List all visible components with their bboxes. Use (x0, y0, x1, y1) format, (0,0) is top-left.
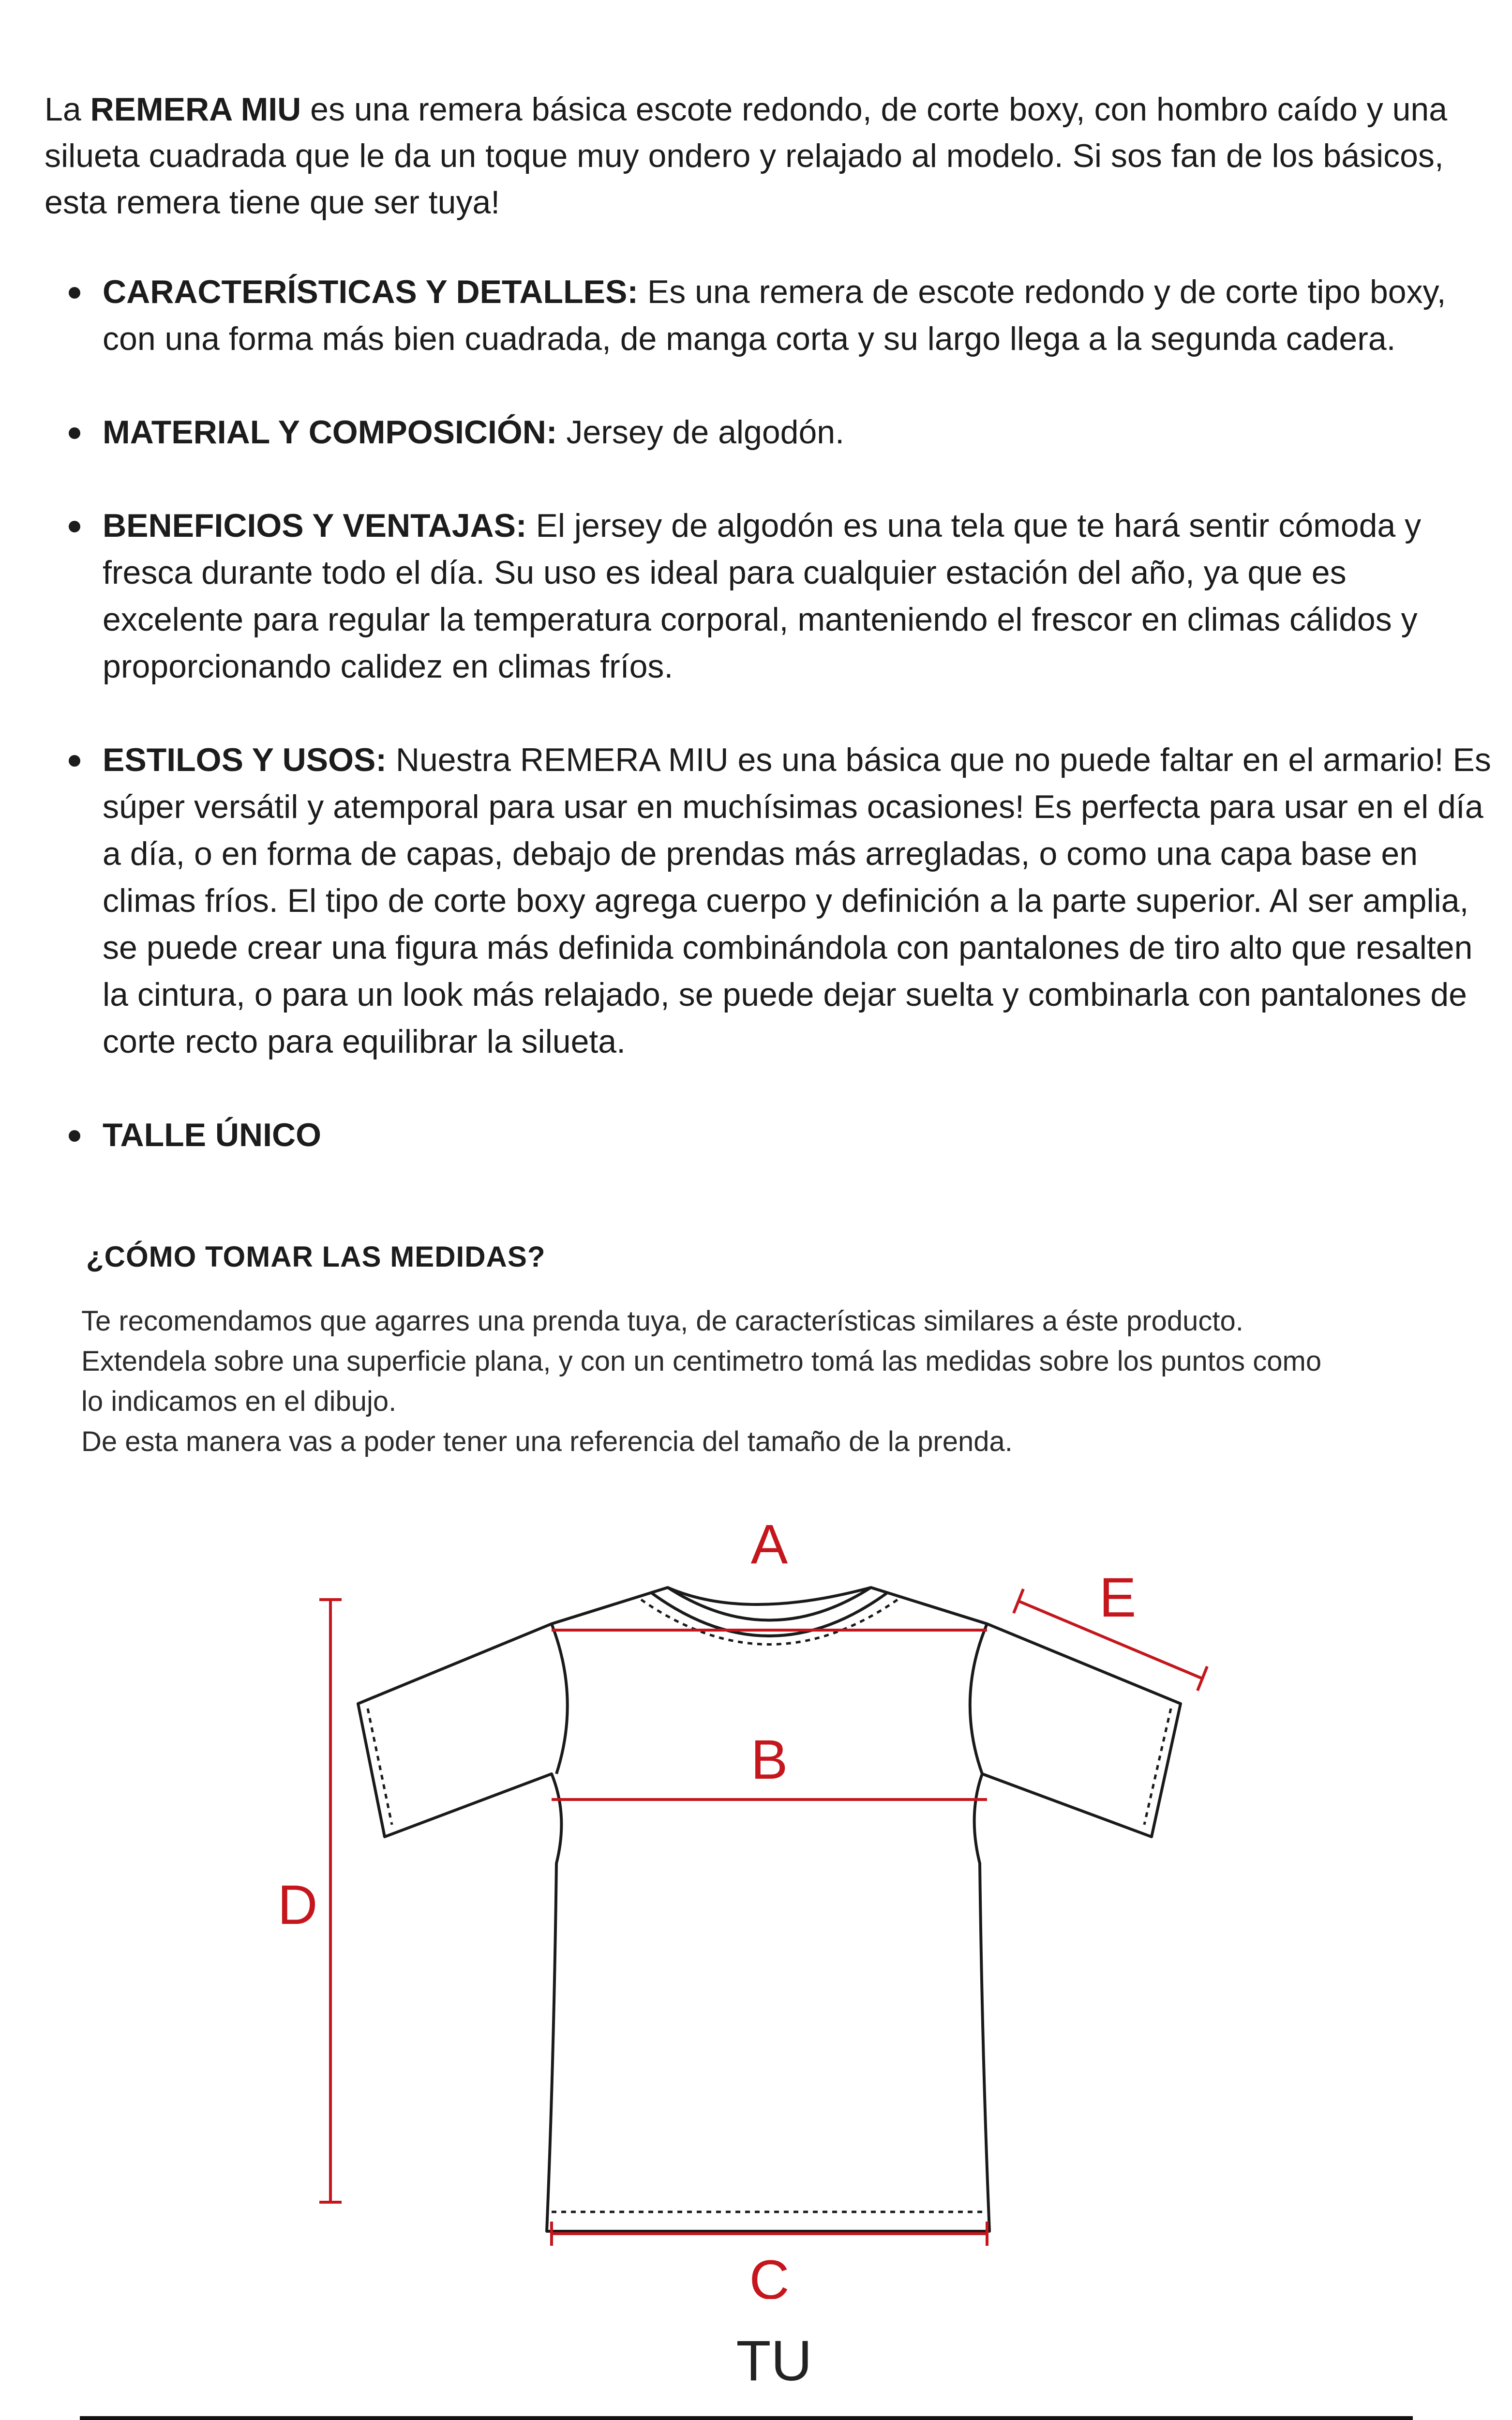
intro-paragraph: La REMERA MIU es una remera básica escote redondo, de corte boxy, con hombro caído y una silueta cuadrada que le da un toque muy ondero y relajado al modelo. Si sos fan de los básicos, esta remera tiene que ser tuya! (45, 91, 1448, 221)
label-b: B (750, 1729, 788, 1791)
how-to-line: De esta manera vas a poder tener una referencia del tamaño de la prenda. (81, 1426, 1013, 1457)
how-to-line: Te recomendamos que agarres una prenda tuya, de características similares a éste producto. (81, 1305, 1243, 1337)
label-a: A (750, 1513, 788, 1575)
feature-item (45, 502, 1491, 690)
feature-item (45, 1112, 1491, 1159)
feature-title: ESTILOS Y USOS: (103, 741, 387, 778)
feature-title: BENEFICIOS Y VENTAJAS: (103, 507, 527, 544)
label-d: D (277, 1874, 318, 1936)
feature-text: Nuestra REMERA MIU es una básica que no puede faltar en el armario! Es súper versátil y atemporal para usar en muchísimas ocasiones! Es perfecta para usar en el día a día, o en forma de capas, debajo de prendas más arregladas, o como una capa base en climas fríos. El tipo de corte boxy agrega cuerpo y definición a la parte superior. Al ser amplia, se puede crear una figura más definida combinándola con pantalones de tiro alto que resalten la cintura, o para un look más relajado, se puede dejar suelta y combinarla con pantalones de corte recto para equilibrar la silueta. (103, 741, 1491, 1060)
bullet-icon (69, 1130, 80, 1142)
how-to-measure-text (81, 1301, 1460, 1462)
feature-text: El jersey de algodón es una tela que te hará sentir cómoda y fresca durante todo el día. Su uso es ideal para cualquier estación del año, ya que es excelente para regular la temperatura corporal, manteniendo el frescor en climas cálidos y proporcionando calidez en climas fríos. (103, 507, 1422, 685)
tshirt-measure-diagram (0, 1476, 1512, 2299)
tshirt-outline (358, 1588, 1181, 2231)
table-row (80, 2416, 1413, 2420)
feature-item (45, 269, 1491, 363)
feature-title: CARACTERÍSTICAS Y DETALLES: (103, 273, 638, 310)
how-to-measure-title: ¿CÓMO TOMAR LAS MEDIDAS? (86, 1240, 546, 1273)
size-header: TU (736, 2329, 812, 2393)
feature-text: Jersey de algodón. (557, 414, 844, 451)
feature-title: TALLE ÚNICO (103, 1117, 322, 1153)
bullet-icon (69, 287, 80, 299)
bullet-icon (69, 427, 80, 439)
bullet-icon (69, 521, 80, 532)
feature-item (45, 737, 1491, 1065)
measure-lines (319, 1589, 1207, 2246)
product-name: REMERA MIU (90, 91, 301, 128)
label-c: C (749, 2249, 790, 2299)
label-e: E (1099, 1567, 1137, 1629)
how-to-line: Extendela sobre una superficie plana, y con un centimetro tomá las medidas sobre los puntos como (81, 1346, 1322, 1377)
feature-list (45, 269, 1491, 1205)
bullet-icon (69, 755, 80, 767)
size-table (80, 2416, 1413, 2420)
feature-item (45, 409, 1491, 456)
feature-title: MATERIAL Y COMPOSICIÓN: (103, 414, 557, 451)
stitch-lines (368, 1600, 1171, 2212)
how-to-line: lo indicamos en el dibujo. (81, 1386, 397, 1417)
feature-text: Es una remera de escote redondo y de corte tipo boxy, con una forma más bien cuadrada, de manga corta y su largo llega a la segunda cadera. (103, 273, 1446, 357)
